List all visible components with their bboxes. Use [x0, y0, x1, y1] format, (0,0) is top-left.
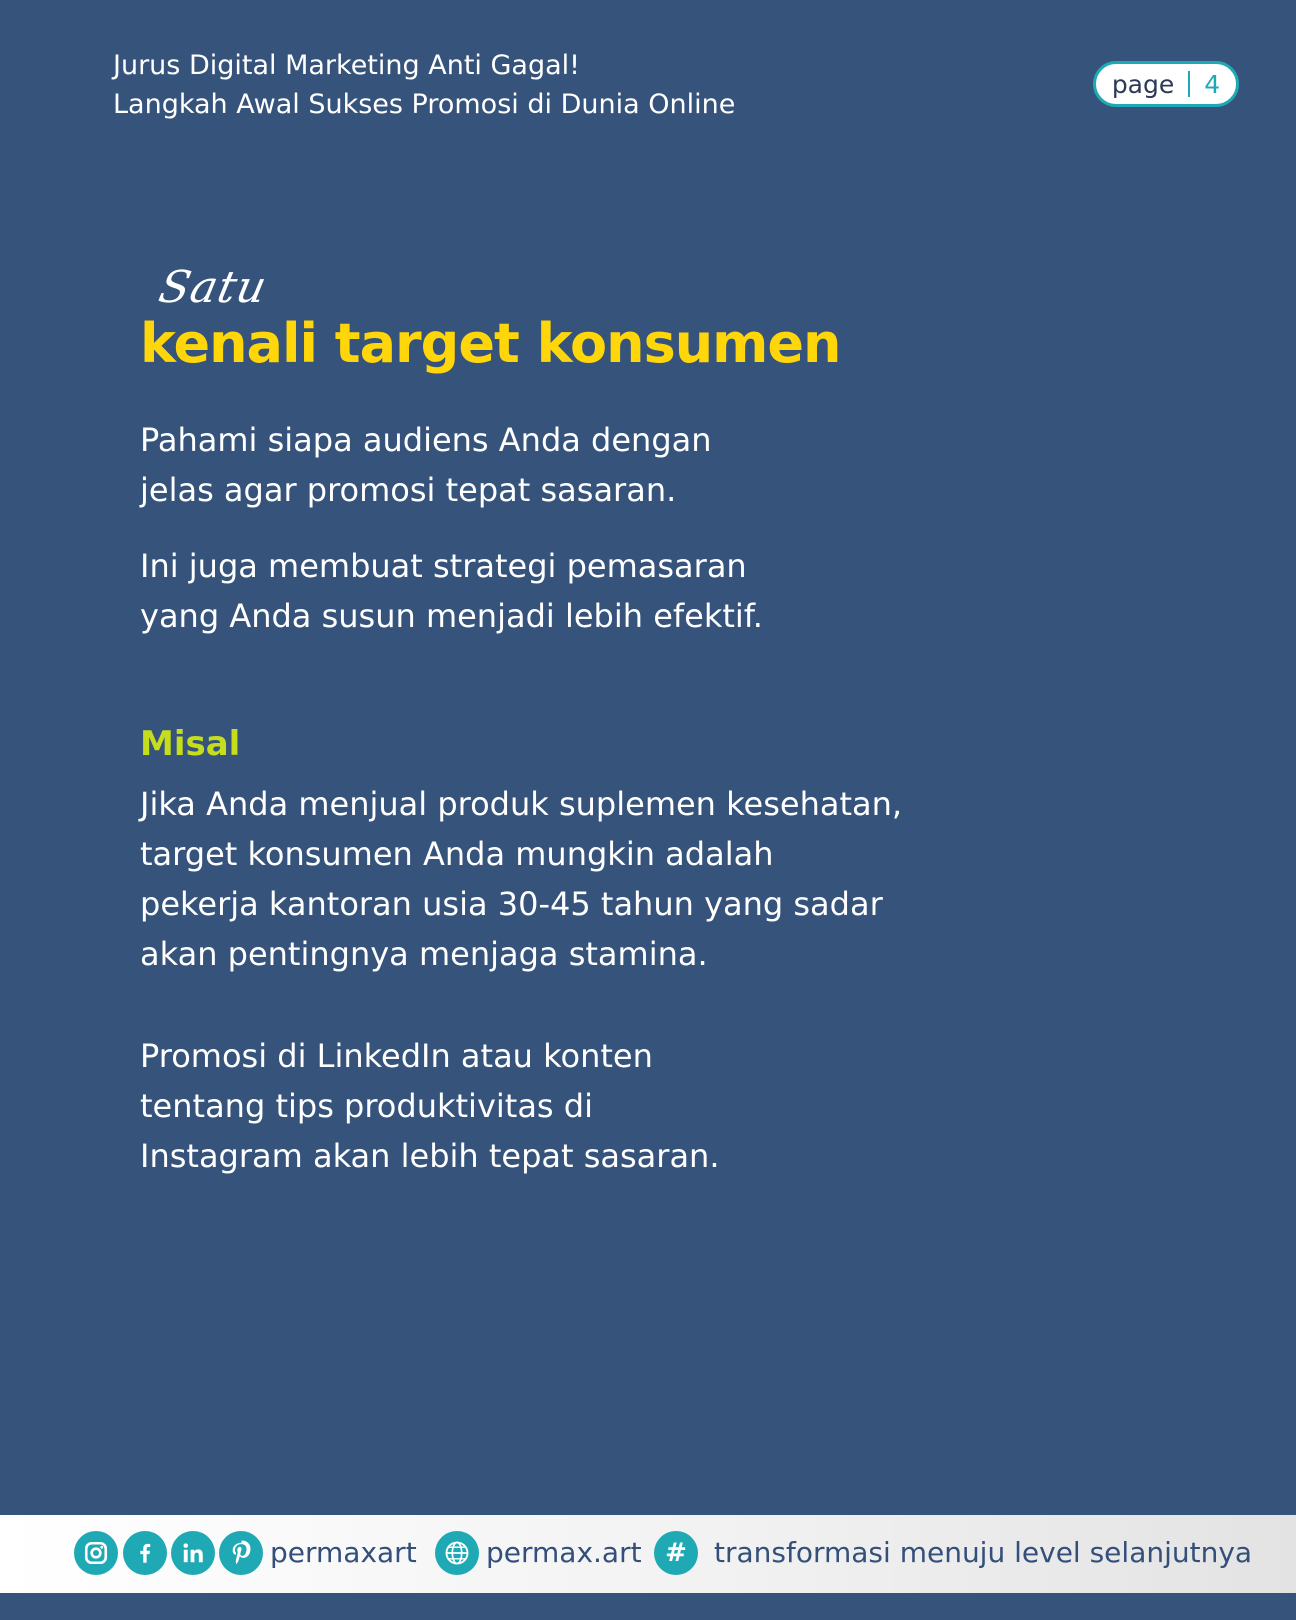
- paragraph-intro: [140, 415, 920, 515]
- paragraph-example: [140, 779, 920, 979]
- footer-strip: [0, 1593, 1296, 1620]
- website-link[interactable]: permax.art: [486, 1536, 642, 1569]
- hashtag-icon: #: [654, 1531, 698, 1575]
- paragraph-line: Pahami siapa audiens Anda dengan: [140, 421, 712, 459]
- title-line-1: Jurus Digital Marketing Anti Gagal!: [113, 50, 580, 81]
- globe-icon[interactable]: [435, 1531, 479, 1575]
- footer-tagline: transformasi menuju level selanjutnya: [714, 1536, 1253, 1569]
- page-number: 4: [1204, 69, 1221, 99]
- social-handle[interactable]: permaxart: [270, 1536, 417, 1569]
- paragraph-line: akan pentingnya menjaga stamina.: [140, 935, 708, 973]
- paragraph-line: Instagram akan lebih tepat sasaran.: [140, 1137, 720, 1175]
- paragraph-line: Jika Anda menjual produk suplemen kesehatan,: [140, 785, 903, 823]
- paragraph-promotion: [140, 1031, 920, 1181]
- page-divider: [1188, 71, 1190, 97]
- facebook-icon[interactable]: [123, 1531, 167, 1575]
- example-label: Misal: [140, 724, 241, 764]
- paragraph-line: Promosi di LinkedIn atau konten: [140, 1037, 653, 1075]
- page-label: page: [1111, 69, 1175, 99]
- section-heading: kenali target konsumen: [140, 312, 841, 375]
- paragraph-line: yang Anda susun menjadi lebih efektif.: [140, 597, 763, 635]
- linkedin-icon[interactable]: [171, 1531, 215, 1575]
- paragraph-line: jelas agar promosi tepat sasaran.: [140, 471, 677, 509]
- pinterest-icon[interactable]: [219, 1531, 263, 1575]
- section-number-script: Satu: [154, 262, 272, 313]
- paragraph-line: target konsumen Anda mungkin adalah: [140, 835, 774, 873]
- instagram-icon[interactable]: [74, 1531, 118, 1575]
- paragraph-benefit: [140, 541, 920, 641]
- paragraph-line: Ini juga membuat strategi pemasaran: [140, 547, 747, 585]
- paragraph-line: tentang tips produktivitas di: [140, 1087, 593, 1125]
- paragraph-line: pekerja kantoran usia 30-45 tahun yang sadar: [140, 885, 883, 923]
- page-indicator: [1093, 61, 1239, 107]
- title-line-2: Langkah Awal Sukses Promosi di Dunia Online: [113, 89, 736, 120]
- document-title: [113, 46, 735, 124]
